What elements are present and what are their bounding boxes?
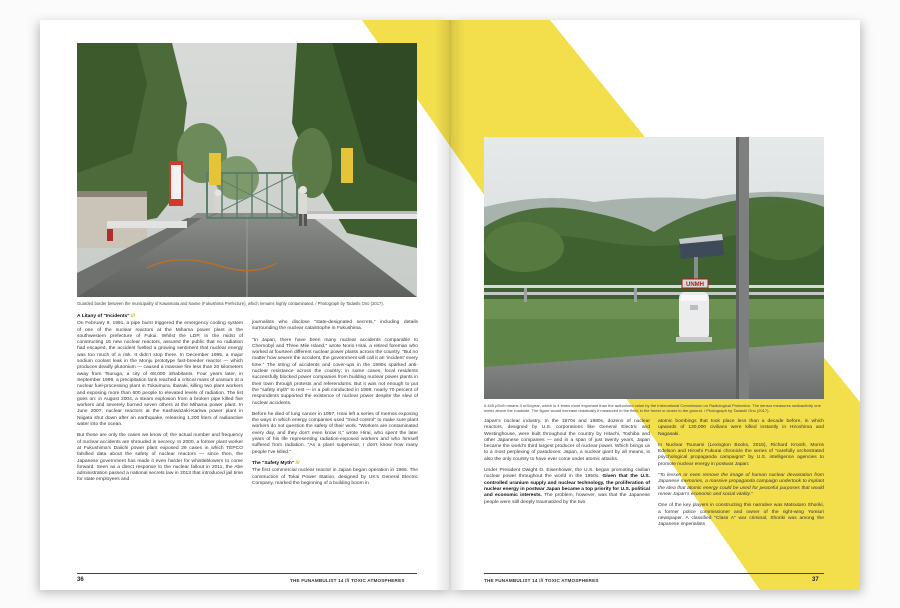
section-heading-litany: [77, 314, 243, 320]
paragraph-text: The problem, however, was that the Japanese people were still deeply traumatized by the two: [484, 493, 650, 505]
left-photo-caption: Guarded border between the municipality of Kawamata and Namie (Fukushima Prefecture), which remains highly contaminated. / Photograph by Tadashi Ono (2017).: [77, 301, 384, 306]
paragraph: One of the key players in constructing this narrative was Matsutaro Shoriki, a former police commissioner and owner of the right-wing Yomiuri newspaper. A classified "Class A" war criminal, Shoriki was among the Japanese imperialists: [658, 503, 824, 528]
paragraph: Before he died of lung cancer in 1997, Hirai left a series of memos exposing the ways in which energy companies used "mind control" to make sure plant workers do not question the safety of their work. "Workers are contaminated every day, and they don't even know it," wrote Hirai, who spent the later years of his life representing radiation-exposed workers and who himself suffered from radiation. "As a plant supervisor, I don't know how many people I've killed.": [252, 411, 418, 455]
paragraph: Japan's nuclear industry. In the 1970s and 1980s, dozens of nuclear reactors, designed by U.S. corporations like General Electric and Westinghouse, were built throughout the country by Hitachi, Toshiba and other Japanese companies — and in a span of just twenty years, Japan became the world's third largest producer of nuclear power. Which brings us to a most perplexing of paradoxes: Japan, a nuclear giant by all means, is also the only country to have ever come under atomic attacks.: [484, 419, 650, 462]
paragraph: In Nuclear Tsunami (Lexington Books, 2015), Richard Krooth, Morris Edelson and Hiroshi Fukurai chronicle the series of "carefully orchestrated psychological propaganda campaigns" by U.S. intelligence agencies to promote nuclear energy in postwar Japan:: [658, 442, 824, 467]
spine-gutter: [435, 20, 465, 590]
section-heading-safety-myth: [252, 461, 418, 467]
paragraph-text: Under President Dwight D. Eisenhower, the U.S. began promoting civilian nuclear power throughout the world in the 1950s.: [484, 468, 650, 480]
right-photo-caption: 0.445 μSv/h means 4 mSv/year, which is 4 times more important than the authorized value by the International Commission on Radiological Protection. The sensor measures radioactivity one meter above the roadside. The figure would increase drastically if measured in the field, in the forest or closer to the ground. / Photograph by Tadashi Ono (2017).: [484, 403, 821, 413]
heading-text: The "Safety Myth": [252, 460, 295, 466]
page-number-right: 37: [812, 577, 819, 583]
right-footer-rule: [484, 573, 824, 574]
heading-mark: ///: [295, 460, 300, 466]
running-footer-right: THE FUNAMBULIST 14 /// TOXIC ATMOSPHERES: [484, 578, 599, 583]
block-quote: "To lessen or even remove the image of human nuclear devastation from Japanese memories, a massive propaganda campaign undertook to implant the idea that atomic energy could be used for peaceful purposes that would renew Japan's economic and social vitality.": [658, 473, 824, 497]
heading-mark: ///: [130, 314, 135, 319]
emphasis-text: Given that the U.S. controlled uranium supply and nuclear technology, the proliferation of nuclear energy in postwar Japan became a top priority for U.S. political and economic interests.: [484, 474, 650, 499]
paragraph: The first commercial nuclear reactor in Japan began operation in 1966. The construction of Tokai Power Station, designed by UK's General Electric Company, marked the beginning of a building boom in: [252, 468, 418, 486]
magazine-spread: [40, 20, 860, 590]
left-footer-rule: [77, 573, 417, 574]
running-footer-left: THE FUNAMBULIST 14 /// TOXIC ATMOSPHERES: [290, 578, 405, 583]
heading-text: A Litany of "Incidents": [77, 314, 130, 319]
paragraph: atomic bombings that took place less than a decade before, in which upwards of 130,000 civilians were killed instantly in Hiroshima and Nagasaki.: [658, 419, 824, 437]
paragraph: [484, 468, 650, 506]
left-column-1: [77, 314, 243, 489]
paragraph: On February 9, 1991, a pipe burst triggered the emergency cooling system of one of the nuclear reactors at the Mihama power plant in the southwestern prefecture of Fukui. Whilst the LDP, in the midst of constructing 16 new nuclear reactors, assured the public that no radiation had escaped, the accident fuelled a growing sentiment that nuclear energy was too much of a risk. It didn't stop there. In December 1995, a major sodium coolant leak in the Monju prototype fast-breeder reactor — which produces deadly plutonium — caused a massive fire less than 20 kilometers away from Tsuruga, a city of 68,000 inhabitants. Four years later, in September 1999, a precipitation tank reached a critical mass of uranium at a nuclear fuel-processing plant in Tokaimura, Ibaraki, killing two plant workers and exposing more than 600 people to elevated levels of radiation. The list goes on: in August 2004, a steam explosion from a broken pipe killed five workers and severely burned seven others at the Mihama power plant. In June 2007, nuclear reactors at the Kashiwazaki-Kariwa power plant in Niigata shut down after an earthquake, releasing 1,200 liters of radioactive water into the ocean.: [77, 321, 243, 428]
paragraph: But these are only the cases we know of; the actual number and frequency of nuclear accidents are shrouded in secrecy. In 2000, a former plant worker at Fukushima's Daiichi power plant exposed 29 cases in which TEPCO falsified data about the safety of nuclear reactors — since then, the Japanese government has made it even harder for whistleblowers to come forward. Seen as a direct response to the nuclear fallout in 2011, the Abe administration passed a national secrets law in 2013 that introduced jail time for state employees and: [77, 433, 243, 483]
checkpoint-photo: [77, 43, 417, 297]
page-number-left: 36: [77, 577, 84, 583]
radiation-monitor-photo: [484, 137, 824, 399]
monitor-sign-text: UNMH: [686, 282, 704, 288]
right-column-1: [484, 419, 650, 511]
right-column-2: [658, 419, 824, 533]
left-column-2: [252, 320, 418, 492]
paragraph: journalists who disclose "state-designated secrets," including details surrounding the nuclear catastrophe in Fukushima.: [252, 320, 418, 332]
paragraph: "In Japan, there have been many nuclear accidents comparable to Chernobyl and Three Mile Island," wrote Norio Hirai, a retired foreman who worked at fourteen different nuclear power plants across the country. "But no matter how severe the accident, the government will call it an 'incident' every time." The string of accidents and cover-ups in the 1990s sparked anti-nuclear resistance across the country; in some cases, local residents successfully blocked power companies from building nuclear power plants in their town through protests and referendums. But it was not enough to put the "safety myth" to rest — in a poll conducted in 1999, nearly 70 percent of respondents supported the existence of nuclear power despite the slew of nuclear accidents.: [252, 337, 418, 406]
